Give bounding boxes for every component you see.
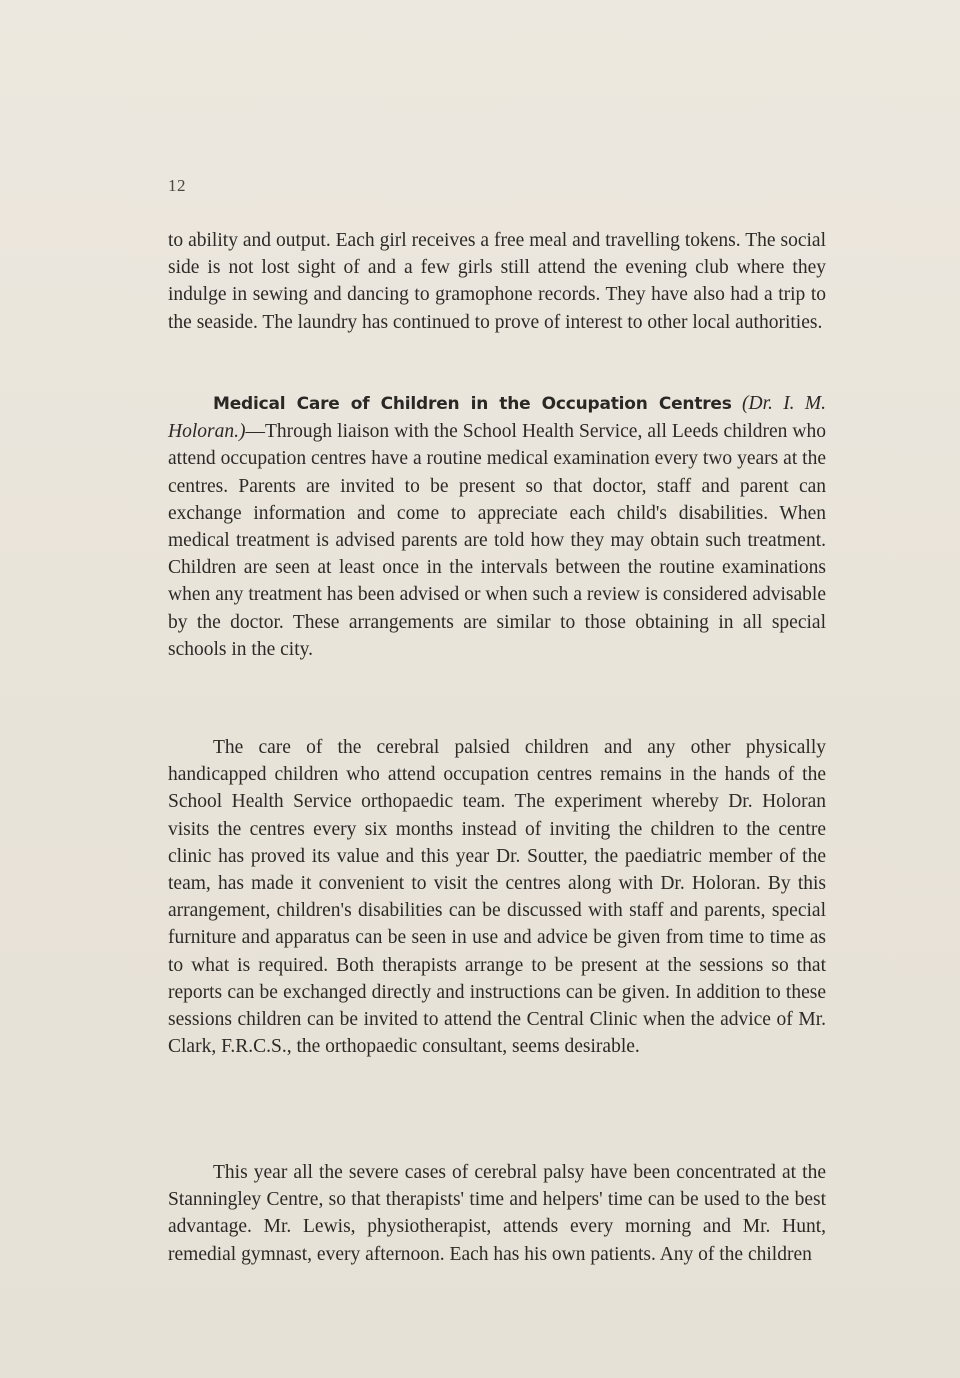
section-heading: Medical Care of Children in the Occupation Centres bbox=[213, 394, 732, 414]
paragraph-laundry-continuation: to ability and output. Each girl receives a free meal and travelling tokens. The social side is not lost sight of and a few girls still attend the evening club where they indulge in sewing and dancing to gramophone records. They have also had a trip to the seaside. The laundry has continued to prove of interest to other local authorities. bbox=[168, 230, 826, 333]
section-author: (Dr. I. M. Holoran.) bbox=[168, 393, 826, 443]
paragraph-medical-care bbox=[168, 390, 826, 663]
paragraph-stanningley-centre: This year all the severe cases of cerebral palsy have been concentrated at the Stanningley Centre, so that therapists' time and helpers' time can be used to the best advantage. Mr. Lewis, physiotherapist, attends every morning and Mr. Hunt, remedial gymnast, every afternoon. Each has his own patients. Any of the children bbox=[168, 1162, 826, 1265]
paragraph-medical-care-body: —Through liaison with the School Health Service, all Leeds children who attend occupation centres have a routine medical examination every two years at the centres. Parents are invited to be present so that doctor, staff and parent can exchange information and come to appreciate each child's disabilities. When medical treatment is advised parents are told how they may obtain such treatment. Children are seen at least once in the intervals between the routine examinations when any treatment has been advised or when such a review is considered advisable by the doctor. These arrangements are similar to those obtaining in all special schools in the city. bbox=[168, 421, 826, 660]
page-number: 12 bbox=[168, 176, 186, 195]
paragraph-cerebral-palsy-care: The care of the cerebral palsied children and any other physically handicapped children who attend occupation centres remains in the hands of the School Health Service orthopaedic team. The experiment whereby Dr. Holoran visits the centres every six months instead of inviting the children to the centre clinic has proved its value and this year Dr. Soutter, the paediatric member of the team, has made it convenient to visit the centres along with Dr. Holoran. By this arrangement, children's disabilities can be discussed with staff and parents, special furniture and apparatus can be seen in use and advice be given from time to time as to what is required. Both therapists arrange to be present at the sessions so that reports can be exchanged directly and instructions can be given. In addition to these sessions children can be invited to attend the Central Clinic when the advice of Mr. Clark, F.R.C.S., the orthopaedic consultant, seems desirable. bbox=[168, 737, 826, 1058]
